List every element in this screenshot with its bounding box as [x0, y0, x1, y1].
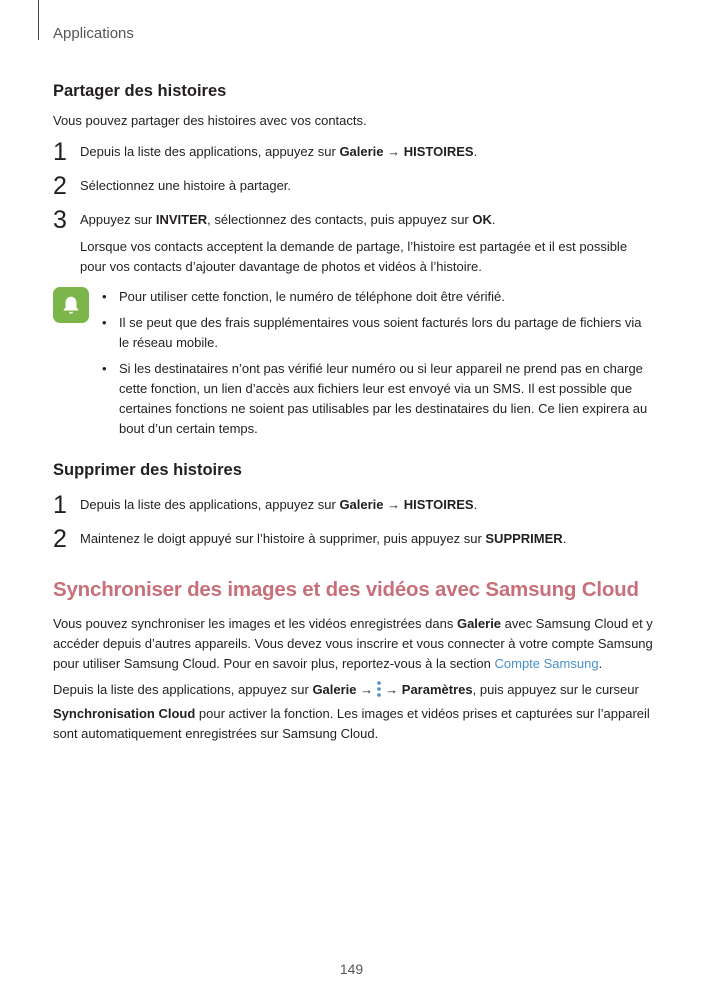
step-number: 2 [53, 525, 67, 553]
note-item: • Il se peut que des frais supplémentaires vous soient facturés lors du partage de fichiers via le réseau mobile. [102, 315, 642, 350]
running-header: Applications [53, 25, 134, 42]
margin-rule [38, 0, 39, 40]
step-number: 3 [53, 206, 67, 234]
step-number: 1 [53, 138, 67, 166]
share-step-1 [53, 138, 653, 166]
samsung-account-link[interactable]: Compte Samsung [494, 656, 599, 671]
bell-icon [53, 287, 89, 323]
note-box [53, 287, 653, 445]
delete-step-2 [53, 525, 653, 553]
share-title: Partager des histoires [53, 82, 227, 100]
more-options-icon [376, 680, 382, 704]
page-number: 149 [339, 961, 364, 977]
note-item: • Pour utiliser cette fonction, le numéro de téléphone doit être vérifié. [102, 289, 505, 304]
page-content [53, 82, 653, 744]
step-text: Depuis la liste des applications, appuyez sur Galerie → HISTOIRES. [80, 144, 478, 159]
sync-paragraph-2: Depuis la liste des applications, appuyez sur Galerie → → Paramètres, puis appuyez sur le curseur Synchronisation Cloud pour activer la fonction. Les images et vidéos prises et capturées sur l’appareil sont automatiquement enregistrées sur Samsung Cloud. [53, 682, 650, 741]
share-step-3 [53, 206, 653, 234]
step-text: Maintenez le doigt appuyé sur l’histoire à supprimer, puis appuyez sur SUPPRIMER. [80, 531, 567, 546]
delete-step-1 [53, 491, 653, 519]
step-text: Appuyez sur INVITER, sélectionnez des contacts, puis appuyez sur OK. [80, 212, 496, 227]
step-text: Depuis la liste des applications, appuyez sur Galerie → HISTOIRES. [80, 497, 478, 512]
note-list [99, 287, 653, 445]
delete-title: Supprimer des histoires [53, 461, 242, 479]
sync-title: Synchroniser des images et des vidéos avec Samsung Cloud [53, 578, 639, 601]
share-step-2 [53, 172, 653, 200]
step-number: 1 [53, 491, 67, 519]
step-number: 2 [53, 172, 67, 200]
note-item: • Si les destinataires n’ont pas vérifié leur numéro ou si leur appareil ne prend pas en charge cette fonction, un lien d’accès aux fichiers leur est envoyé via un SMS. Il est possible que certaines fonctions ne soient pas utilisables par les destinataires du lien. Ce lien expirera au bout d’un certain temps. [102, 361, 648, 436]
step-text: Sélectionnez une histoire à partager. [80, 178, 292, 193]
step-3-note: Lorsque vos contacts acceptent la demande de partage, l’histoire est partagée et il est possible pour vos contacts d’ajouter davantage de photos et vidéos à l’histoire. [80, 239, 628, 274]
share-intro: Vous pouvez partager des histoires avec vos contacts. [53, 113, 367, 128]
sync-paragraph-1: Vous pouvez synchroniser les images et les vidéos enregistrées dans Galerie avec Samsung Cloud et y accéder depuis d’autres appareils. Vous devez vous inscrire et vous connecter à votre compte Samsung pour utiliser Samsung Cloud. Pour en savoir plus, reportez-vous à la section Compte Samsung. [53, 616, 653, 671]
